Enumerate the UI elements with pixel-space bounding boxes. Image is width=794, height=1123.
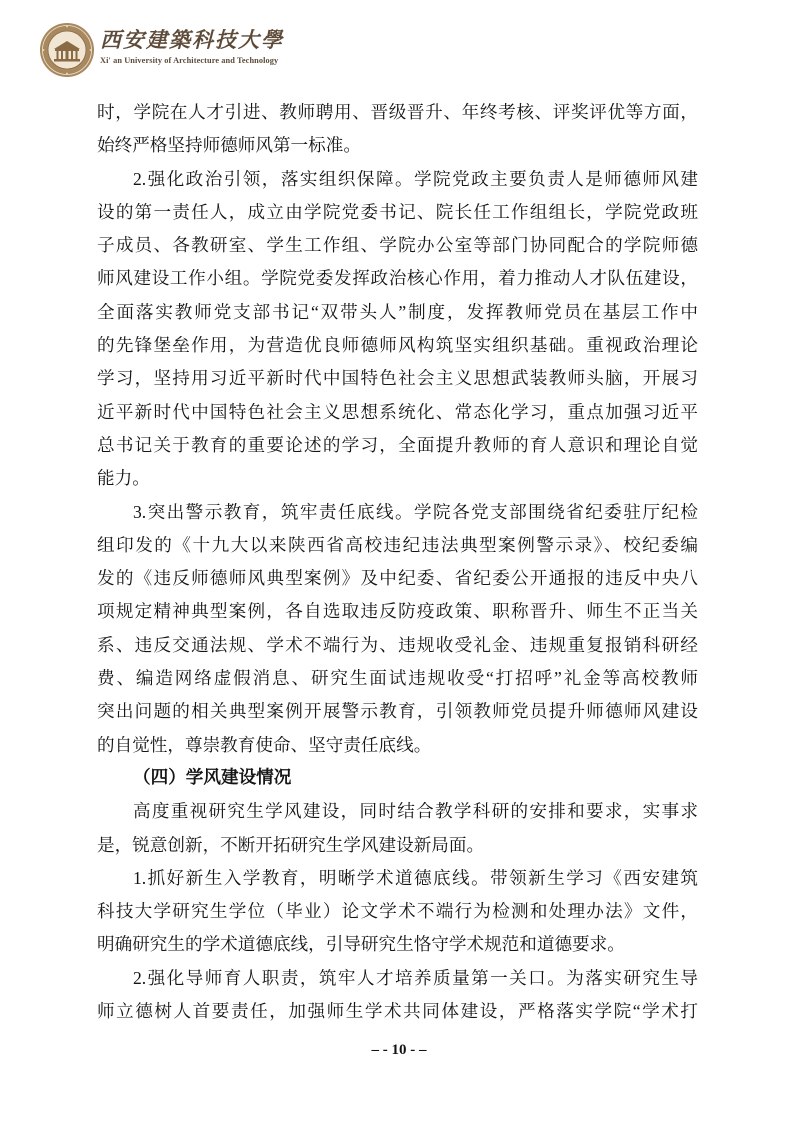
paragraph: [97, 862, 698, 962]
text-line: 2.强化政治引领，落实组织保障。学院党政主要负责人是师德师风建: [133, 168, 698, 189]
text-line: 2.强化导师育人职责，筑牢人才培养质量第一关口。为落实研究生导: [133, 967, 698, 988]
text-line: 始终严格坚持师德师风第一标准。: [97, 135, 361, 156]
text-line: 费、编造网络虚假消息、研究生面试违规收受“打招呼”礼金等高校教师: [97, 668, 698, 689]
text-line: 设的第一责任人，成立由学院党委书记、院长任工作组组长，学院党政班: [97, 201, 698, 222]
text-line: 科技大学研究生学位（毕业）论文学术不端行为检测和处理办法》文件，: [97, 901, 698, 922]
text-line: 项规定精神典型案例，各自选取违反防疫政策、职称晋升、师生不正当关: [97, 601, 698, 622]
text-line: 师立德树人首要责任，加强师生学术共同体建设，严格落实学院“学术打: [97, 1001, 698, 1022]
text-line: 突出问题的相关典型案例开展警示教育，引领教师党员提升师德师风建设: [97, 701, 698, 722]
text-line: 全面落实教师党支部书记“双带头人”制度，发挥教师党员在基层工作中: [97, 301, 698, 322]
section-heading: （四）学风建设情况: [133, 767, 292, 788]
text-line: 的先锋堡垒作用，为营造优良师德师风构筑坚实组织基础。重视政治理论: [97, 335, 698, 356]
university-name-english: Xi' an University of Architecture and Technology: [100, 56, 279, 65]
text-line: 子成员、各教研室、学生工作组、学院办公室等部门协同配合的学院师德: [97, 235, 698, 256]
paragraph: [97, 795, 698, 862]
paragraph: [97, 962, 698, 1029]
text-line: 学习，坚持用习近平新时代中国特色社会主义思想武装教师头脑，开展习: [97, 368, 698, 389]
text-line: 是，锐意创新，不断开拓研究生学风建设新局面。: [97, 834, 485, 855]
text-line: 明确研究生的学术道德底线，引导研究生恪守学术规范和道德要求。: [97, 934, 625, 955]
document-body: [97, 96, 698, 1028]
paragraph: [97, 163, 698, 496]
text-line: 时，学院在人才引进、教师聘用、晋级晋升、年终考核、评奖评优等方面，: [97, 102, 698, 122]
text-line: 发的《违反师德师风典型案例》及中纪委、省纪委公开通报的违反中央八: [97, 568, 698, 589]
paragraph: [97, 496, 698, 762]
page-number: – - 10 - –: [371, 1042, 427, 1058]
text-line: 组印发的《十九大以来陕西省高校违纪违法典型案例警示录》、校纪委编: [97, 534, 698, 555]
university-emblem-icon: [39, 22, 95, 78]
text-line: 近平新时代中国特色社会主义思想系统化、常态化学习，重点加强习近平: [97, 401, 698, 422]
text-line: 3.突出警示教育，筑牢责任底线。学院各党支部围绕省纪委驻厅纪检: [133, 501, 698, 522]
text-line: 高度重视研究生学风建设，同时结合教学科研的安排和要求，实事求: [133, 801, 698, 822]
paragraph: [97, 96, 698, 163]
text-line: 系、违反交通法规、学术不端行为、违规收受礼金、违规重复报销科研经: [97, 634, 698, 655]
text-line: 1.抓好新生入学教育，明晰学术道德底线。带领新生学习《西安建筑: [133, 867, 698, 888]
text-line: 总书记关于教育的重要论述的学习，全面提升教师的育人意识和理论自觉: [97, 434, 698, 455]
text-line: 师风建设工作小组。学院党委发挥政治核心作用，着力推动人才队伍建设，: [97, 268, 698, 289]
text-line: 能力。: [97, 468, 150, 489]
text-line: 的自觉性，尊崇教育使命、坚守责任底线。: [97, 734, 432, 755]
university-name-calligraphy: 西安建築科技大學: [100, 27, 284, 52]
